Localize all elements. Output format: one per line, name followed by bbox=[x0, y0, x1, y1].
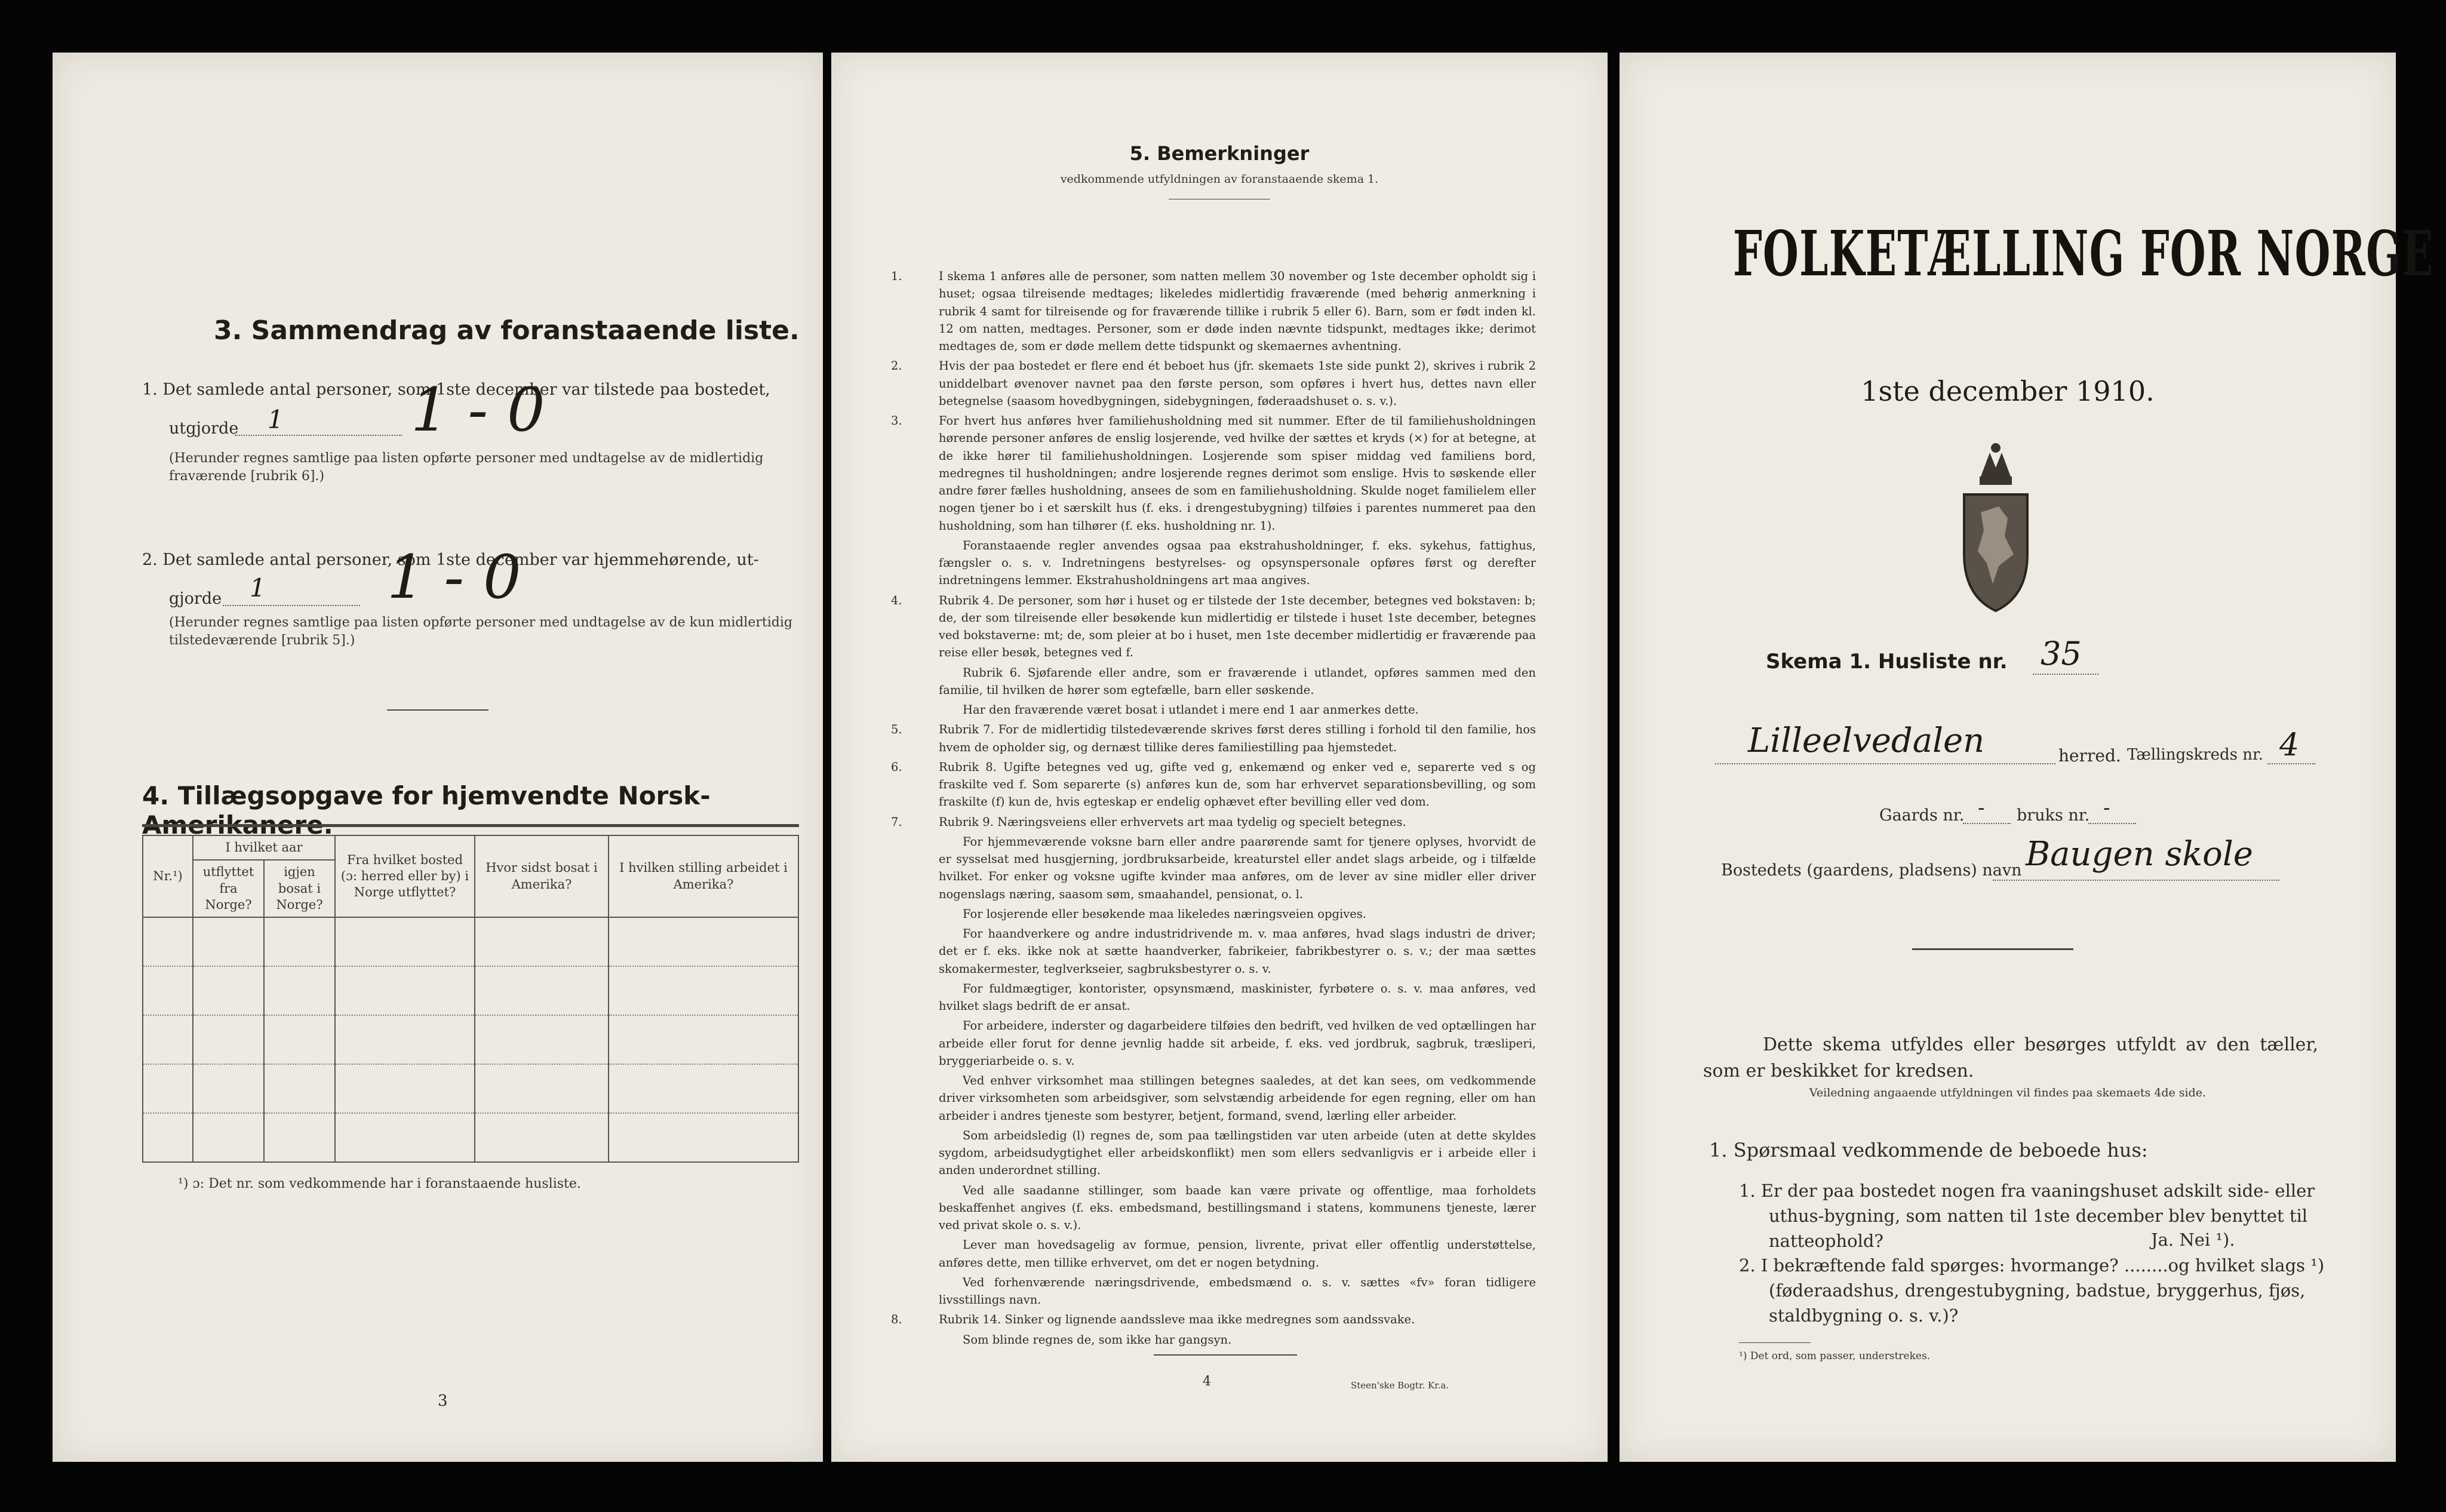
th-utflyttet: utflyttet fra Norge? bbox=[193, 860, 264, 917]
remark-text: For hjemmeværende voksne barn eller andre paarørende samt for tjenere oplyses, hvorvidt de er sysselsat med husgjerning, jordbruksarbeide, kreaturstel eller andet slags arbeide, og i tilfælde hvilket. For enker og voksne ugifte kvinder maa anføres, om de lever av sine midler eller driver nogenslags næring, saasom søm, smaahandel, pensionat, o. l. bbox=[939, 834, 1536, 901]
page-middle bbox=[831, 53, 1608, 1462]
husliste-line bbox=[2033, 674, 2098, 675]
remark-number: 5. bbox=[891, 723, 902, 737]
page-right bbox=[1620, 53, 2434, 1462]
remark-number: 7. bbox=[891, 815, 902, 829]
bruks-value: - bbox=[2103, 796, 2110, 820]
ornament-rule bbox=[1912, 948, 2073, 950]
page-number-left: 3 bbox=[438, 1392, 448, 1410]
remark-paragraph bbox=[891, 357, 1536, 410]
kreds-label: Tællingskreds nr. bbox=[2127, 746, 2263, 764]
remarks-end-rule bbox=[1154, 1354, 1297, 1356]
bosted-line bbox=[1993, 880, 2279, 881]
section4-title: 4. Tillægsopgave for hjemvendte Norsk-Amerikanere. bbox=[142, 781, 711, 840]
question-1-answer: Ja. Nei ¹). bbox=[2151, 1230, 2235, 1250]
instruction-text: Dette skema utfyldes eller besørges utfyldt av den tæller, som er beskikket for kredsen. bbox=[1703, 1034, 2318, 1081]
remark-text: Rubrik 8. Ugifte betegnes ved ug, gifte ved g, enkemænd og enker ved e, separerte ved s og fraskilte ved f. Som separerte (s) anføres kun de, som har erhvervet separationsbevilling, og som fraskilte (f) kun de, hvis egteskap er endelig ophævet efter bevilling eller ved dom. bbox=[939, 760, 1536, 809]
remarks-subtitle: vedkommende utfyldningen av foranstaaende skema 1. bbox=[1060, 173, 1379, 186]
gaards-label: Gaards nr. bbox=[1879, 806, 1965, 825]
remark-number: 4. bbox=[891, 593, 902, 607]
th-stilling: I hvilken stilling arbeidet i Amerika? bbox=[609, 835, 798, 917]
remark-paragraph bbox=[915, 925, 1536, 978]
footnote-rule bbox=[1739, 1342, 1811, 1343]
remark-text: I skema 1 anføres alle de personer, som natten mellem 30 november og 1ste december opholdt sig i huset; ogsaa tilreisende medtages; likeledes midlertidig fraværende (med behørig anmerkning i rubrik 4 samt for tilreisende og for fraværende tillike i rubrik 5 eller 6). Barn, som er født inden kl. 12 om natten, medtages. Personer, som er døde inden nævnte tidspunkt, medtages ikke; derimot medtages de, som er døde mellem dette tidspunkt og skemaernes avhentning. bbox=[939, 269, 1536, 353]
remark-text: For haandverkere og andre industridrivende m. v. maa anføres, hvad slags industri de driver; det er f. eks. ikke nok at sætte haandverker, fabrikeier, fabrikbestyrer o. s. v.; der maa sættes skomakermester, teglverkseier, sagbruksbestyrer o. s. v. bbox=[939, 927, 1536, 976]
remark-text: Lever man hovedsagelig av formue, pension, livrente, privat eller offentlig understøttelse, anføres dette, men tillike erhvervet, om det er nogen betydning. bbox=[939, 1238, 1536, 1270]
herred-line bbox=[1715, 763, 2055, 764]
guidance-text: Veiledning angaaende utfyldningen vil findes paa skemaets 4de side. bbox=[1809, 1086, 2207, 1099]
skema-label: Skema 1. Husliste nr. bbox=[1766, 650, 2008, 674]
th-group: I hvilket aar bbox=[193, 835, 335, 860]
remark-number: 8. bbox=[891, 1313, 902, 1327]
remark-paragraph bbox=[915, 980, 1536, 1015]
section4-footnote: ¹) ɔ: Det nr. som vedkommende har i foranstaaende husliste. bbox=[178, 1176, 581, 1191]
remark-text: For arbeidere, inderster og dagarbeidere tilføies den bedrift, ved hvilken de ved optællingen har arbeide eller forut for denne jevnlig hadde sit arbeide, f. eks. ved jordbruk, sagbruk, træsliperi, bryggeriarbeide o. s. v. bbox=[939, 1019, 1536, 1068]
remark-text: Ved alle saadanne stillinger, som baade kan være private og offentlige, maa forholdets beskaffenhet angives (f. eks. embedsmand, bestillingsmand i statens, kommunens tjeneste, lærer ved privat skole o. s. v.). bbox=[939, 1183, 1536, 1232]
th-amerika: Hvor sidst bosat i Amerika? bbox=[475, 835, 609, 917]
census-date: 1ste december 1910. bbox=[1861, 375, 2155, 407]
remark-text: Hvis der paa bostedet er flere end ét beboet hus (jfr. skemaets 1ste side punkt 2), skrives i rubrik 2 uniddelbart øvenover navnet paa den første person, som opføres i hvert hus, dettes navn eller betegnelse (saasom hovedbygningen, sidebygningen, føderaadshuset o. s. v.). bbox=[939, 359, 1536, 408]
bosted-label: Bostedets (gaardens, pladsens) navn bbox=[1721, 861, 2022, 880]
remark-paragraph bbox=[915, 1127, 1536, 1179]
remark-text: Rubrik 9. Næringsveiens eller erhvervets art maa tydelig og specielt betegnes. bbox=[939, 815, 1406, 829]
coat-of-arms-icon bbox=[1957, 441, 2035, 614]
remark-paragraph bbox=[915, 1072, 1536, 1124]
section3-item1-utgjorde: utgjorde bbox=[169, 419, 239, 438]
remark-text: Foranstaaende regler anvendes ogsaa paa ekstrahusholdninger, f. eks. sykehus, fattighus, fængsler o. s. v. Indretningens bestyrelses- og opsynspersonale opføres først og derefter indretningens lemmer. Ekstrahusholdningens art maa angives. bbox=[939, 538, 1536, 588]
remark-paragraph bbox=[891, 412, 1536, 534]
remark-text: Ved enhver virksomhet maa stillingen betegnes saaledes, at det kan sees, om vedkommende driver virksomheten som arbeidsgiver, som selvstændig arbeidende for egen regning, eller om han arbeider i andres tjeneste som bestyrer, betjent, formand, svend, lærling eller arbeider. bbox=[939, 1074, 1536, 1123]
section3-item1-note: (Herunder regnes samtlige paa listen opførte personer med undtagelse av de midlertidig fraværende [rubrik 6].) bbox=[169, 451, 764, 484]
remark-paragraph bbox=[915, 1236, 1536, 1271]
remark-text: Rubrik 4. De personer, som hør i huset og er tilstede der 1ste december, betegnes ved bokstaven: b; de, der som tilreisende eller besøkende kun midlertidig er tilstede i huset 1ste december, betegnes ved bokstaverne: mt; de, som pleier at bo i huset, men 1ste december midlertidig er fraværende paa reise eller besøk, betegnes ved f. bbox=[939, 593, 1536, 660]
remark-paragraph bbox=[891, 1311, 1536, 1328]
right-footnote: ¹) Det ord, som passer, understrekes. bbox=[1739, 1350, 1931, 1362]
remark-paragraph bbox=[891, 758, 1536, 811]
th-igjen: igjen bosat i Norge? bbox=[264, 860, 335, 917]
section3-title: 3. Sammendrag av foranstaaende liste. bbox=[214, 315, 800, 346]
item1-value-small: 1 bbox=[268, 405, 284, 434]
remark-paragraph bbox=[891, 813, 1536, 831]
item2-value-small: 1 bbox=[250, 573, 266, 603]
remark-paragraph bbox=[891, 721, 1536, 756]
th-fra-bosted: Fra hvilket bosted (ɔ: herred eller by) i Norge utflyttet? bbox=[335, 835, 475, 917]
remark-paragraph bbox=[915, 537, 1536, 589]
herred-label: herred. bbox=[2058, 746, 2121, 766]
table-row bbox=[143, 1015, 798, 1064]
remark-paragraph bbox=[915, 664, 1536, 699]
gaards-value: - bbox=[1978, 796, 1985, 820]
divider bbox=[387, 709, 488, 711]
table-row bbox=[143, 1113, 798, 1162]
section4-rule bbox=[142, 824, 799, 827]
remark-paragraph bbox=[891, 268, 1536, 355]
section3-item2-text: 2. Det samlede antal personer, som 1ste december var hjemmehørende, ut- bbox=[142, 551, 759, 569]
kreds-value: 4 bbox=[2279, 727, 2300, 763]
table-row bbox=[143, 1064, 798, 1113]
item2-value-big: 1 - 0 bbox=[387, 542, 521, 612]
bosted-value: Baugen skole bbox=[2026, 835, 2253, 874]
printer-credit: Steen'ske Bogtr. Kr.a. bbox=[1351, 1380, 1449, 1391]
bruks-label: bruks nr. bbox=[2017, 806, 2090, 825]
item1-value-big: 1 - 0 bbox=[411, 375, 545, 445]
remark-number: 6. bbox=[891, 760, 902, 774]
section3-item2-utgjorde: gjorde bbox=[169, 589, 222, 608]
gaards-line bbox=[1963, 823, 2011, 824]
main-title: FOLKETÆLLING FOR NORGE bbox=[1733, 217, 2434, 290]
remark-paragraph bbox=[915, 905, 1536, 923]
section3-item1-text: 1. Det samlede antal personer, som 1ste december var tilstede paa bostedet, bbox=[142, 380, 770, 399]
remark-number: 1. bbox=[891, 269, 902, 283]
remark-text: Som blinde regnes de, som ikke har gangsyn. bbox=[963, 1332, 1232, 1347]
remark-text: Som arbeidsledig (l) regnes de, som paa tællingstiden var uten arbeide (uten at dette skyldes sygdom, arbeidsudygtighet eller arbeidskonflikt) men som ellers sedvanligvis er i arbeide eller i anden underordnet stilling. bbox=[939, 1128, 1536, 1178]
question-2: 2. I bekræftende fald spørges: hvormange? ........og hvilket slags ¹) (føderaadshus, drengestubygning, badstue, bryggerhus, fjøs, staldbygning o. s. v.)? bbox=[1739, 1255, 2325, 1326]
remark-number: 2. bbox=[891, 359, 902, 373]
herred-value: Lilleelvedalen bbox=[1748, 721, 1985, 760]
remark-number: 3. bbox=[891, 414, 902, 428]
remark-paragraph bbox=[915, 1274, 1536, 1309]
remark-text: Har den fraværende været bosat i utlandet i mere end 1 aar anmerkes dette. bbox=[963, 703, 1419, 717]
remark-text: For losjerende eller besøkende maa likeledes næringsveien opgives. bbox=[963, 906, 1366, 921]
norsk-amerikanere-table bbox=[142, 835, 799, 1163]
table-row bbox=[143, 966, 798, 1015]
husliste-nr: 35 bbox=[2041, 635, 2082, 672]
remark-text: Rubrik 14. Sinker og lignende aandssleve maa ikke medregnes som aandssvake. bbox=[939, 1313, 1415, 1327]
remark-paragraph bbox=[915, 701, 1536, 718]
th-nr: Nr.¹) bbox=[143, 835, 193, 917]
bruks-line bbox=[2088, 823, 2136, 824]
remarks-list bbox=[891, 268, 1536, 1351]
remark-text: For hvert hus anføres hver familiehusholdning med sit nummer. Efter de til familiehusholdningen hørende personer anføres de enslig losjerende, ved hvilke der sættes et kryds (×) for at betegne, at de ikke hører til familiehusholdningen. Losjerende som spiser middag ved familiens bord, medregnes til husholdningen; andre losjerende regnes derimot som enslige. Hvis to søskende eller andre fører fælles husholdning, ansees de som en familiehusholdning. Skulde noget familielem eller nogen tjener bo i et særskilt hus (f. eks. i drengestubygning) tilføies i parentes nummeret paa den husholdning, som han tilhører (f. eks. husholdning nr. 1). bbox=[939, 414, 1536, 533]
remark-paragraph bbox=[891, 592, 1536, 662]
remark-text: Rubrik 6. Sjøfarende eller andre, som er fraværende i utlandet, opføres sammen med den familie, til hvilken de hører som egtefælle, barn eller søskende. bbox=[939, 665, 1536, 697]
remark-text: For fuldmægtiger, kontorister, opsynsmænd, maskinister, fyrbøtere o. s. v. maa anføres, ved hvilket slags bedrift de er ansat. bbox=[939, 981, 1536, 1013]
remark-paragraph bbox=[915, 1017, 1536, 1070]
page-left bbox=[53, 53, 823, 1462]
remark-paragraph bbox=[915, 1182, 1536, 1234]
remark-paragraph bbox=[915, 833, 1536, 903]
question-heading: 1. Spørsmaal vedkommende de beboede hus: bbox=[1709, 1139, 2148, 1161]
item1-line bbox=[235, 435, 402, 436]
page-number-middle: 4 bbox=[1203, 1374, 1211, 1389]
remark-paragraph bbox=[915, 1331, 1536, 1348]
remarks-title: 5. Bemerkninger bbox=[1129, 142, 1310, 165]
table-row bbox=[143, 917, 798, 966]
kreds-line bbox=[2267, 763, 2315, 764]
remark-text: Ved forhenværende næringsdrivende, embedsmænd o. s. v. sættes «fv» foran tidligere livsstillings navn. bbox=[939, 1275, 1536, 1307]
item2-line bbox=[223, 605, 360, 606]
remark-text: Rubrik 7. For de midlertidig tilstedeværende skrives først deres stilling i forhold til den familie, hos hvem de opholder sig, og dernæst tillike deres familiestilling paa hjemstedet. bbox=[939, 723, 1536, 754]
question-1: 1. Er der paa bostedet nogen fra vaaningshuset adskilt side- eller uthus-bygning, som natten til 1ste december blev benyttet til natteophold? bbox=[1739, 1181, 2315, 1252]
section3-item2-note: (Herunder regnes samtlige paa listen opførte personer med undtagelse av de kun midlertidig tilstedeværende [rubrik 5].) bbox=[169, 615, 792, 648]
